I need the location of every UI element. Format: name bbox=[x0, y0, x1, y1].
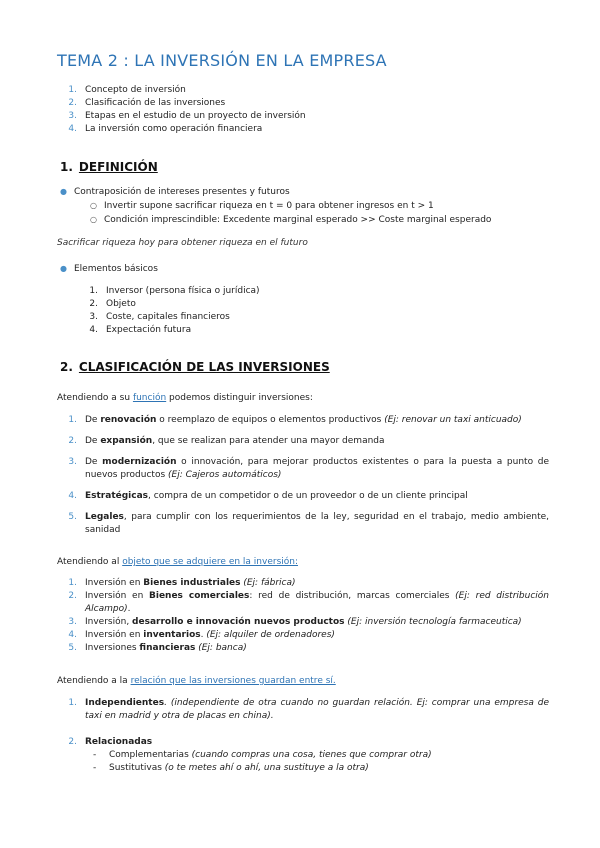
object-link[interactable]: objeto que se adquiere en la inversión: bbox=[122, 557, 299, 567]
list-text: Expectación futura bbox=[106, 325, 192, 335]
list-item bbox=[78, 285, 260, 298]
text: . (independiente de otra cuando no guardan relación. Ej: comprar una empresa de taxi en madrid y otra de placas en china). bbox=[85, 698, 549, 721]
list-number: 3. bbox=[89, 312, 98, 322]
list-number: 2. bbox=[68, 436, 77, 446]
list-number: 4. bbox=[68, 630, 77, 640]
text: Bienes comerciales bbox=[149, 591, 250, 601]
text: Legales bbox=[85, 512, 124, 522]
text: (Ej: inversión tecnología farmaceutica) bbox=[344, 617, 522, 627]
text: De bbox=[85, 436, 101, 446]
elements-list bbox=[78, 285, 260, 337]
text: modernización bbox=[102, 457, 177, 467]
text: Inversión en bbox=[85, 630, 144, 640]
list-item bbox=[60, 199, 560, 213]
list-item bbox=[78, 311, 260, 324]
text: Independientes bbox=[85, 698, 165, 708]
text: desarrollo e innovación nuevos productos bbox=[132, 617, 345, 627]
text: Relacionadas bbox=[85, 737, 153, 747]
text: (Ej: renovar un taxi anticuado) bbox=[384, 415, 522, 425]
list-item bbox=[78, 298, 260, 311]
list-item bbox=[57, 736, 549, 749]
toc-text: Concepto de inversión bbox=[85, 85, 186, 95]
text: Sustitutivas bbox=[109, 763, 165, 773]
text: , para cumplir con los requerimientos de la ley, seguridad en el trabajo, medio ambiente, sanidad bbox=[85, 512, 549, 535]
table-of-contents bbox=[57, 84, 306, 136]
text: financieras bbox=[139, 643, 196, 653]
section-heading-2 bbox=[60, 360, 330, 374]
list-item bbox=[57, 697, 549, 723]
toc-number: 4. bbox=[68, 124, 77, 134]
section-title: CLASIFICACIÓN DE LAS INVERSIONES bbox=[78, 360, 330, 374]
toc-text: Clasificación de las inversiones bbox=[85, 98, 226, 108]
function-list bbox=[57, 414, 549, 537]
text: Inversión en bbox=[85, 578, 144, 588]
toc-item bbox=[57, 110, 306, 123]
list-item bbox=[57, 511, 549, 537]
list-item bbox=[57, 762, 549, 775]
bullet-text: Contraposición de intereses presentes y futuros bbox=[74, 187, 290, 197]
list-number: 1. bbox=[68, 698, 77, 708]
text: (Ej: alquiler de ordenadores) bbox=[206, 630, 335, 640]
toc-item bbox=[57, 123, 306, 136]
text: De bbox=[85, 457, 103, 467]
list-item bbox=[57, 616, 549, 629]
list-number: 1. bbox=[68, 578, 77, 588]
text: Inversiones bbox=[85, 643, 140, 653]
text: Atendiendo al bbox=[57, 557, 123, 567]
list-number: 2. bbox=[89, 299, 98, 309]
section-number: 2. bbox=[60, 360, 73, 374]
object-list bbox=[57, 577, 549, 655]
list-number: 1. bbox=[89, 286, 98, 296]
list-text: Inversor (persona física o jurídica) bbox=[106, 286, 260, 296]
section-number: 1. bbox=[60, 160, 73, 174]
list-item bbox=[57, 749, 549, 762]
list-item bbox=[78, 324, 260, 337]
paragraph bbox=[57, 675, 336, 688]
toc-item bbox=[57, 97, 306, 110]
toc-text: Etapas en el estudio de un proyecto de inversión bbox=[85, 111, 306, 121]
text: Atendiendo a su bbox=[57, 393, 133, 403]
quote-text: Sacrificar riqueza hoy para obtener riqueza en el futuro bbox=[57, 238, 308, 248]
circle-bullet-icon: ○ bbox=[90, 215, 97, 224]
section-title: DEFINICIÓN bbox=[78, 160, 158, 174]
list-number: 3. bbox=[68, 457, 77, 467]
list-number: 2. bbox=[68, 737, 77, 747]
text: Inversión en bbox=[85, 591, 149, 601]
dash-bullet-icon: - bbox=[93, 763, 97, 773]
list-item bbox=[57, 414, 549, 427]
list-item bbox=[57, 456, 549, 482]
toc-number: 1. bbox=[68, 85, 77, 95]
list-item bbox=[57, 642, 549, 655]
toc-item bbox=[57, 84, 306, 97]
list-item bbox=[60, 262, 158, 276]
list-number: 2. bbox=[68, 591, 77, 601]
text: (Ej: banca) bbox=[195, 643, 247, 653]
text: (Ej: fábrica) bbox=[240, 578, 296, 588]
toc-number: 3. bbox=[68, 111, 77, 121]
section-heading-1 bbox=[60, 160, 158, 174]
list-item bbox=[60, 185, 560, 199]
text: . bbox=[127, 604, 131, 614]
toc-text: La inversión como operación financiera bbox=[85, 124, 263, 134]
relation-link[interactable]: relación que las inversiones guardan entre sí. bbox=[130, 676, 336, 686]
text: Atendiendo a la bbox=[57, 676, 131, 686]
list-item bbox=[57, 490, 549, 503]
text: , que se realizan para atender una mayor demanda bbox=[152, 436, 385, 446]
list-number: 4. bbox=[68, 491, 77, 501]
text: Complementarias bbox=[109, 750, 192, 760]
toc-number: 2. bbox=[68, 98, 77, 108]
list-item bbox=[57, 577, 549, 590]
definition-list bbox=[60, 185, 560, 227]
list-number: 4. bbox=[89, 325, 98, 335]
list-item bbox=[57, 629, 549, 642]
list-number: 5. bbox=[68, 512, 77, 522]
bullet-icon: ● bbox=[60, 187, 67, 196]
text: (cuando compras una cosa, tienes que comprar otra) bbox=[191, 750, 432, 760]
text: expansión bbox=[100, 436, 153, 446]
text: inventarios bbox=[143, 630, 201, 640]
text: podemos distinguir inversiones: bbox=[166, 393, 313, 403]
circle-bullet-icon: ○ bbox=[90, 201, 97, 210]
text: Inversión, bbox=[85, 617, 133, 627]
dash-bullet-icon: - bbox=[93, 750, 97, 760]
list-item bbox=[57, 435, 549, 448]
paragraph bbox=[57, 392, 313, 405]
text: De bbox=[85, 415, 101, 425]
bullet-text: Elementos básicos bbox=[74, 264, 158, 274]
text: Estratégicas bbox=[85, 491, 149, 501]
text: o reemplazo de equipos o elementos productivos bbox=[156, 415, 385, 425]
list-number: 1. bbox=[68, 415, 77, 425]
text: , compra de un competidor o de un proveedor o de un cliente principal bbox=[148, 491, 468, 501]
paragraph bbox=[57, 556, 298, 569]
text: renovación bbox=[100, 415, 157, 425]
text: o innovación, para mejorar productos existentes o para la puesta a punto de nuevos productos bbox=[85, 457, 549, 480]
function-link[interactable]: función bbox=[132, 393, 167, 403]
list-item bbox=[57, 590, 549, 616]
text: Bienes industriales bbox=[143, 578, 241, 588]
bullet-text: Invertir supone sacrificar riqueza en t = 0 para obtener ingresos en t > 1 bbox=[104, 201, 434, 211]
list-text: Coste, capitales financieros bbox=[106, 312, 230, 322]
relation-list bbox=[57, 697, 549, 775]
bullet-text: Condición imprescindible: Excedente marginal esperado >> Coste marginal esperado bbox=[104, 215, 492, 225]
list-item bbox=[60, 213, 560, 227]
list-text: Objeto bbox=[106, 299, 136, 309]
text: (Ej: red distribución Alcampo) bbox=[85, 591, 549, 614]
text: (o te metes ahí o ahí, una sustituye a la otra) bbox=[164, 763, 369, 773]
text: (Ej: Cajeros automáticos) bbox=[168, 470, 282, 480]
list-number: 3. bbox=[68, 617, 77, 627]
text: . bbox=[200, 630, 207, 640]
bullet-icon: ● bbox=[60, 264, 67, 273]
list-number: 5. bbox=[68, 643, 77, 653]
text: : red de distribución, marcas comerciales bbox=[249, 591, 456, 601]
page-title: TEMA 2 : LA INVERSIÓN EN LA EMPRESA bbox=[57, 51, 387, 70]
